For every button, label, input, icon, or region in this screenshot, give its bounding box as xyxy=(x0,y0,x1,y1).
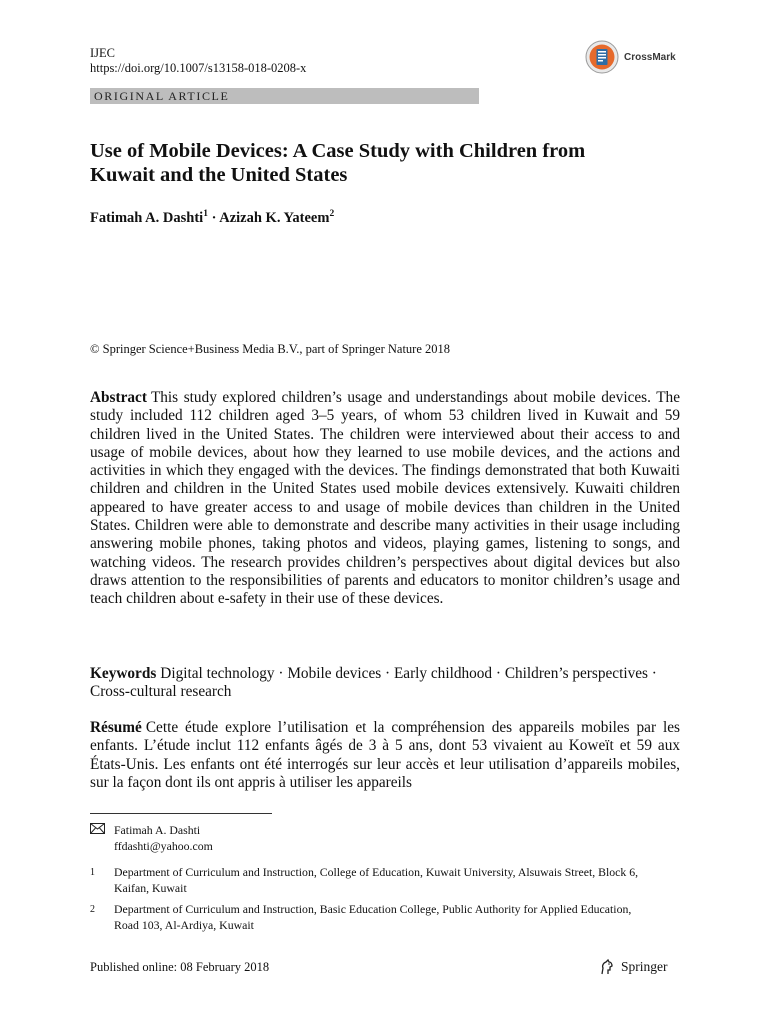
envelope-icon xyxy=(90,823,105,840)
publisher-logo xyxy=(598,958,668,976)
keywords xyxy=(90,665,680,702)
author-separator: · xyxy=(207,209,220,226)
journal-name: IJEC xyxy=(90,46,115,60)
author-affiliation-marker: 1 xyxy=(203,209,208,219)
affiliation-text: Department of Curriculum and Instruction, Basic Education College, Public Authority for Applied Education, Road 103, Al-Ardiya, Kuwait xyxy=(114,902,632,932)
author-name[interactable]: Fatimah A. Dashti xyxy=(90,209,204,226)
crossmark-badge[interactable] xyxy=(585,40,676,74)
abstract xyxy=(90,389,680,609)
corresponding-author-name: Fatimah A. Dashti xyxy=(114,823,201,837)
author-list xyxy=(90,209,334,227)
abstract-text: This study explored children’s usage and understandings about mobile devices. The study included 112 children aged 3–5 years, of whom 53 children lived in Kuwait and 59 children lived in the United States. The children were interviewed about their access to and usage of mobile devices, about how they learned to use mobile devices, and the actions and activities in which they engaged with the devices. The findings demonstrated that both Kuwaiti children and children in the United States used mobile devices extensively. Kuwaiti children appeared to have greater access to and usage of mobile devices than children in the United States. Children were able to demonstrate and describe many activities in their usage including answering mobile phones, taking photos and videos, playing games, listening to songs, and watching videos. The research provides children’s perspectives about digital devices but also draws attention to the responsibilities of parents and educators to monitor children’s usage and teach children about e-safety in their use of these devices. xyxy=(90,389,680,608)
copyright-notice: © Springer Science+Business Media B.V., part of Springer Nature 2018 xyxy=(90,342,451,356)
resume-label: Résumé xyxy=(90,719,142,736)
publisher-name: Springer xyxy=(621,959,668,974)
article-type-banner: ORIGINAL ARTICLE xyxy=(90,88,479,104)
author-name[interactable]: Azizah K. Yateem xyxy=(219,209,330,226)
author-affiliation-marker: 2 xyxy=(329,209,335,219)
footnote-divider xyxy=(90,813,272,814)
keywords-text: Digital technology · Mobile devices · Early childhood · Children’s perspectives · Cross-cultural research xyxy=(90,665,657,701)
affiliation-text: Department of Curriculum and Instruction, College of Education, Kuwait University, Alsuwais Street, Block 6, Kaifan, Kuwait xyxy=(114,865,639,895)
crossmark-label: CrossMark xyxy=(624,51,676,63)
affiliation-marker: 2 xyxy=(90,904,95,915)
journal-header xyxy=(90,46,306,76)
doi-link[interactable]: https://doi.org/10.1007/s13158-018-0208-x xyxy=(90,61,307,75)
resume xyxy=(90,719,680,792)
springer-horse-icon xyxy=(598,958,616,976)
crossmark-icon xyxy=(585,40,619,74)
resume-text: Cette étude explore l’utilisation et la compréhension des appareils mobiles par les enfants. L’étude inclut 112 enfants âgés de 3 à 5 ans, dont 53 vivaient au Koweït et 59 aux États-Unis. Les enfants ont été interrogés sur leur accès et leur utilisation d’appareils mobiles, sur la façon dont ils ont appris à utiliser les appareils xyxy=(90,719,680,791)
keywords-label: Keywords xyxy=(90,665,157,682)
corresponding-author-email[interactable]: ffdashti@yahoo.com xyxy=(114,838,213,853)
publication-date: Published online: 08 February 2018 xyxy=(90,960,270,974)
abstract-label: Abstract xyxy=(90,389,147,406)
article-title: Use of Mobile Devices: A Case Study with Children from Kuwait and the United States xyxy=(90,140,586,186)
affiliation-marker: 1 xyxy=(90,867,95,878)
